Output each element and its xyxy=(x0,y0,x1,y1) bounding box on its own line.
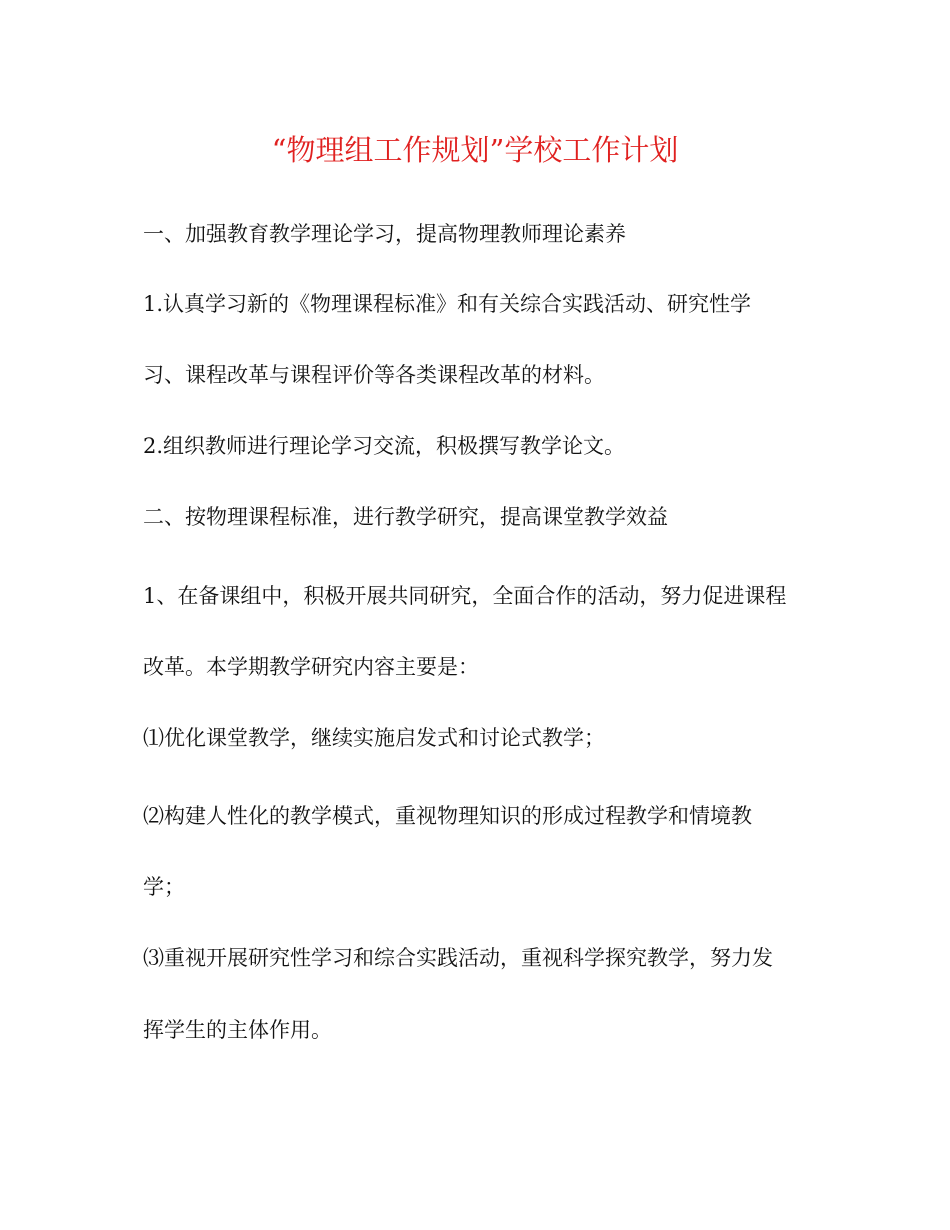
document-title: “物理组工作规划”学校工作计划 xyxy=(271,133,679,167)
paragraph-line: 改革。本学期教学研究内容主要是： xyxy=(143,655,479,679)
list-item-line: ⑶重视开展研究性学习和综合实践活动，重视科学探究教学，努力发 xyxy=(143,946,773,970)
list-item-line: 学； xyxy=(143,875,185,899)
section-heading-1: 一、加强教育教学理论学习，提高物理教师理论素养 xyxy=(143,222,626,246)
paragraph-line: 2.组织教师进行理论学习交流，积极撰写教学论文。 xyxy=(143,434,626,458)
paragraph-line: 1、在备课组中，积极开展共同研究，全面合作的活动，努力促进课程 xyxy=(143,584,787,608)
list-item-line: 挥学生的主体作用。 xyxy=(143,1018,332,1042)
paragraph-line: 1.认真学习新的《物理课程标准》和有关综合实践活动、研究性学 xyxy=(143,292,752,316)
section-heading-2: 二、按物理课程标准，进行教学研究，提高课堂教学效益 xyxy=(143,505,668,529)
paragraph-line: 习、课程改革与课程评价等各类课程改革的材料。 xyxy=(143,363,605,387)
list-item-line: ⑴优化课堂教学，继续实施启发式和讨论式教学； xyxy=(143,726,605,750)
list-item-line: ⑵构建人性化的教学模式，重视物理知识的形成过程教学和情境教 xyxy=(143,804,752,828)
